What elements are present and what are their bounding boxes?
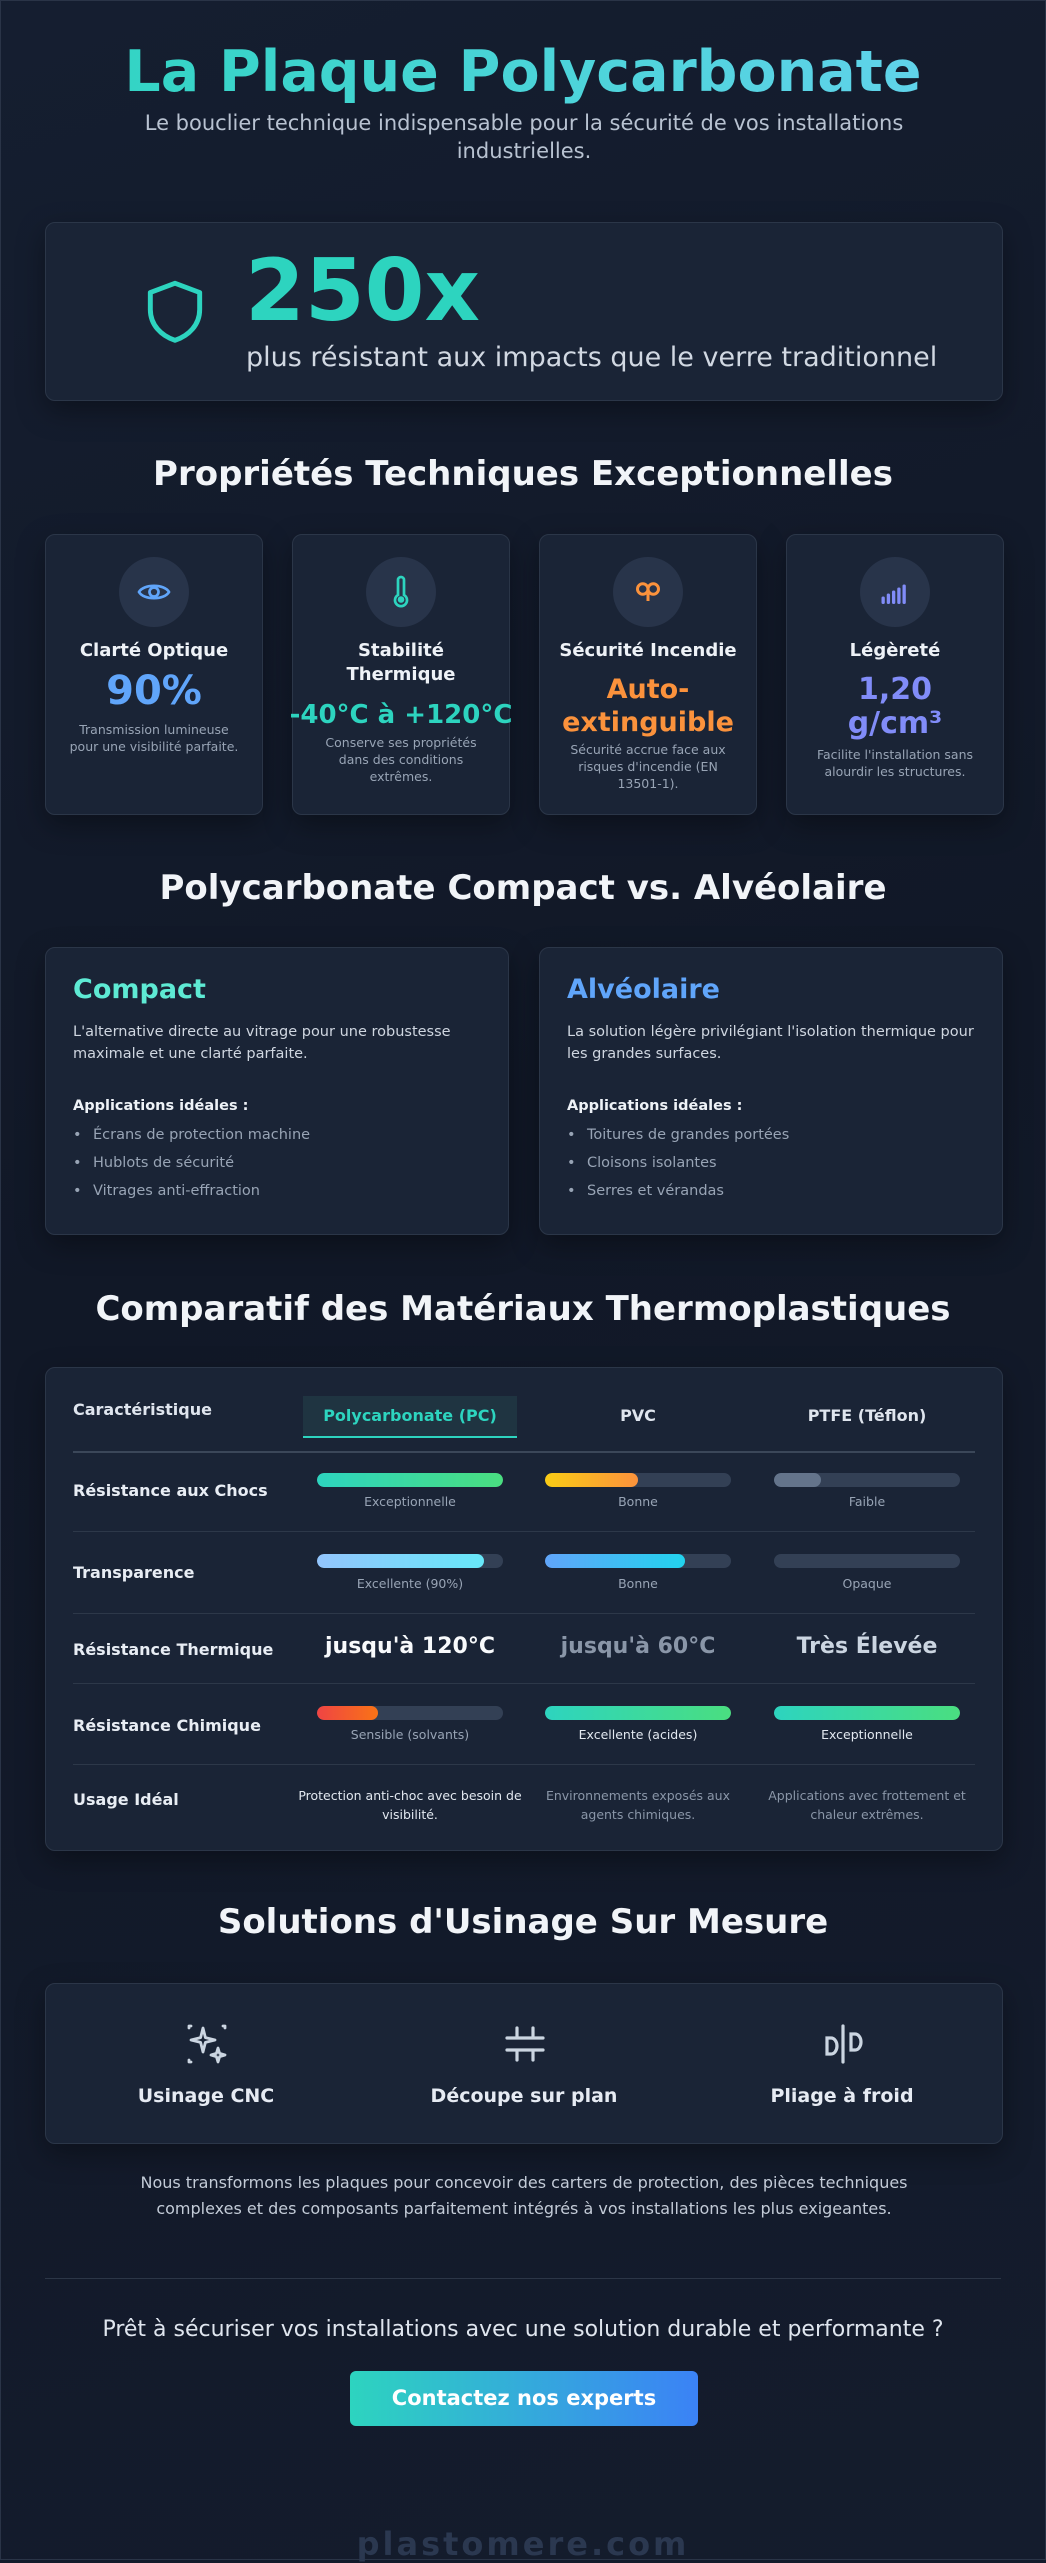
transparency-bar-pc (317, 1554, 503, 1568)
bar-fill (545, 1554, 685, 1568)
bar-fill (317, 1473, 503, 1487)
weight-bars-icon (877, 574, 913, 610)
usage-value-pvc: Environnements exposés aux agents chimiques. (545, 1788, 731, 1822)
fold-icon (819, 2020, 867, 2068)
bar-fill (774, 1473, 821, 1487)
eye-icon (136, 574, 172, 610)
page-subtitle: Le bouclier technique indispensable pour la sécurité de vos installations industrielles. (144, 111, 904, 163)
row-label-transparency: Transparence (73, 1563, 195, 1582)
row-label-usage: Usage Idéal (73, 1790, 179, 1809)
compact-title: Compact (73, 974, 206, 1005)
property-card-fire (539, 534, 757, 815)
chemical-label-pc: Sensible (solvants) (350, 1727, 470, 1742)
section-divider (45, 2278, 1001, 2279)
usage-value-pc: Protection anti-choc avec besoin de visibilité. (298, 1788, 522, 1822)
list-item: • Hublots de sécurité (73, 1149, 310, 1177)
bar-fill (774, 1706, 960, 1720)
impact-label-pc: Exceptionnelle (364, 1494, 456, 1509)
impact-label-ptfe: Faible (848, 1494, 886, 1509)
header-divider (73, 1451, 975, 1453)
property-title: Clarté Optique (79, 640, 229, 661)
stat-caption: plus résistant aux impacts que le verre traditionnel (246, 342, 938, 373)
transparency-label-pc: Excellente (90%) (356, 1576, 464, 1591)
impact-bar-pvc (545, 1473, 731, 1487)
header-polycarbonate: Polycarbonate (PC) (303, 1396, 517, 1438)
row-label-thermal: Résistance Thermique (73, 1640, 274, 1659)
cta-question: Prêt à sécuriser vos installations avec une solution durable et performante ? (102, 2317, 944, 2342)
property-title: Sécurité Incendie (559, 640, 737, 661)
header-pvc: PVC (620, 1406, 656, 1425)
transparency-label-pvc: Bonne (618, 1576, 658, 1591)
compact-apps-list (73, 1121, 310, 1205)
page-title: La Plaque Polycarbonate (1, 37, 1045, 107)
bar-fill (317, 1706, 378, 1720)
icon-circle (366, 557, 436, 627)
machining-card (45, 1983, 1003, 2144)
row-label-impact: Résistance aux Chocs (73, 1481, 268, 1500)
row-divider (73, 1764, 975, 1765)
alveolar-desc: La solution légère privilégiant l'isolation thermique pour les grandes surfaces. (567, 1024, 974, 1062)
shield-icon (138, 273, 212, 349)
table-title: Comparatif des Matériaux Thermoplastiques (95, 1289, 951, 1329)
impact-bar-ptfe (774, 1473, 960, 1487)
property-card-lightness (786, 534, 1004, 815)
row-divider (73, 1531, 975, 1532)
contact-button[interactable]: Contactez nos experts (350, 2371, 698, 2426)
alveolar-apps-label: Applications idéales : (567, 1098, 743, 1114)
row-divider (73, 1613, 975, 1614)
list-item: • Serres et vérandas (567, 1177, 789, 1205)
icon-circle (613, 557, 683, 627)
alveolar-apps-list (567, 1121, 789, 1205)
machining-label: Usinage CNC (137, 2085, 275, 2107)
impact-bar-pc (317, 1473, 503, 1487)
fire-safety-icon (630, 574, 666, 610)
property-desc: Transmission lumineuse pour une visibilité parfaite. (69, 722, 239, 754)
transparency-label-ptfe: Opaque (842, 1576, 892, 1591)
icon-circle (860, 557, 930, 627)
compact-card (45, 947, 509, 1235)
machining-item-folding (682, 1984, 1002, 2143)
header-ptfe: PTFE (Téflon) (807, 1406, 927, 1425)
property-title: Légèreté (849, 640, 941, 661)
thermal-value-ptfe: Très Élevée (796, 1634, 938, 1659)
thermometer-icon (383, 574, 419, 610)
list-item: • Cloisons isolantes (567, 1149, 789, 1177)
stat-value: 250x (245, 241, 480, 341)
compact-desc: L'alternative directe au vitrage pour une robustesse maximale et une clarté parfaite. (73, 1024, 451, 1062)
row-label-chemical: Résistance Chimique (73, 1716, 261, 1735)
machining-label: Pliage à froid (770, 2085, 914, 2107)
property-value: 1,20 g/cm³ (847, 672, 943, 741)
impact-label-pvc: Bonne (618, 1494, 658, 1509)
property-value: -40°C à +120°C (289, 700, 513, 730)
brand-footer: plastomere.com (356, 2525, 690, 2563)
sparkles-icon (183, 2020, 231, 2068)
chemical-bar-ptfe (774, 1706, 960, 1720)
header-characteristic: Caractéristique (73, 1400, 212, 1419)
chemical-bar-pc (317, 1706, 503, 1720)
list-item: • Vitrages anti-effraction (73, 1177, 310, 1205)
transparency-bar-pvc (545, 1554, 731, 1568)
machining-desc: Nous transformons les plaques pour concevoir des carters de protection, des pièces techniques complexes et des composants parfaitement intégrés à vos installations les plus exigeantes. (140, 2173, 908, 2218)
alveolar-title: Alvéolaire (567, 974, 720, 1005)
bar-fill (545, 1706, 731, 1720)
row-divider (73, 1683, 975, 1684)
alveolar-card (539, 947, 1003, 1235)
cut-lines-icon (501, 2020, 549, 2068)
machining-label: Découpe sur plan (430, 2085, 618, 2107)
property-card-thermal (289, 534, 513, 815)
chemical-bar-pvc (545, 1706, 731, 1720)
stat-card (45, 222, 1003, 401)
compact-apps-label: Applications idéales : (73, 1098, 249, 1114)
property-desc: Conserve ses propriétés dans des conditions extrêmes. (325, 735, 477, 784)
icon-circle (119, 557, 189, 627)
property-card-clarity (45, 534, 263, 815)
list-item: • Écrans de protection machine (73, 1121, 310, 1149)
property-value: Auto-extinguible (562, 674, 734, 738)
property-desc: Facilite l'installation sans alourdir les structures. (816, 747, 974, 779)
machining-item-cutting (364, 1984, 684, 2143)
bar-fill (545, 1473, 638, 1487)
usage-value-ptfe: Applications avec frottement et chaleur extrêmes. (768, 1788, 966, 1822)
comparison-title: Polycarbonate Compact vs. Alvéolaire (159, 868, 887, 908)
property-value: 90% (106, 668, 202, 714)
property-desc: Sécurité accrue face aux risques d'incendie (EN 13501-1). (570, 742, 726, 791)
list-item: • Toitures de grandes portées (567, 1121, 789, 1149)
machining-title: Solutions d'Usinage Sur Mesure (217, 1902, 829, 1942)
comparison-table (45, 1367, 1003, 1851)
machining-item-cnc (46, 1984, 366, 2143)
chemical-label-pvc: Excellente (acides) (578, 1727, 698, 1742)
bar-fill (317, 1554, 484, 1568)
thermal-value-pvc: jusqu'à 60°C (560, 1634, 716, 1659)
chemical-label-ptfe: Exceptionnelle (821, 1727, 913, 1742)
property-title: Stabilité Thermique (346, 640, 456, 685)
transparency-bar-ptfe (774, 1554, 960, 1568)
thermal-value-pc: jusqu'à 120°C (324, 1634, 496, 1659)
properties-title: Propriétés Techniques Exceptionnelles (153, 454, 893, 494)
